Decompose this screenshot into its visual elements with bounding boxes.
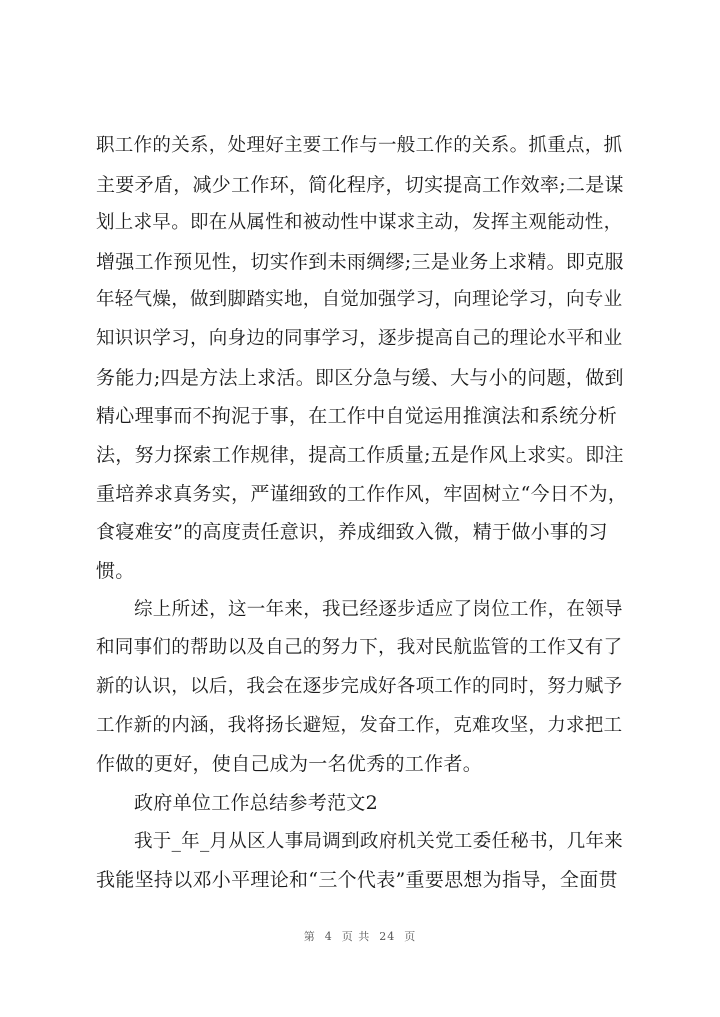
text-line-19: 我于_年_月从区人事局调到政府机关党工委任秘书，几年来: [134, 831, 624, 852]
text-line-3: 划上求早。即在从属性和被动性中谋求主动，发挥主观能动性，: [96, 212, 623, 233]
text-line-7: 务能力;四是方法上求活。即区分急与缓、大与小的问题，做到: [96, 367, 624, 389]
text-line-2: 主要矛盾，减少工作环，简化程序，切实提高工作效率;二是谋: [96, 174, 624, 196]
text-line-13: 综上所述，这一年来，我已经逐步适应了岗位工作，在领导: [134, 599, 623, 620]
text-line-1: 职工作的关系，处理好主要工作与一般工作的关系。抓重点，抓: [96, 135, 623, 156]
text-line-10: 重培养求真务实，严谨细致的工作作风，牢固树立“今日不为，: [96, 483, 628, 505]
text-line-4: 增强工作预见性，切实作到未雨绸缪;三是业务上求精。即克服: [96, 251, 624, 273]
text-line-11: 食寝难安”的高度责任意识，养成细致入微，精于做小事的习: [96, 521, 608, 543]
text-line-17: 作做的更好，使自己成为一名优秀的工作者。: [96, 753, 483, 775]
page-number-footer: 第 4 页 共 24 页: [303, 930, 417, 943]
text-line-9: 法，努力探索工作规律，提高工作质量;五是作风上求实。即注: [96, 444, 624, 466]
text-line-5: 年轻气燥，做到脚踏实地，自觉加强学习，向理论学习，向专业: [96, 289, 623, 310]
text-line-12: 惯。: [96, 560, 135, 582]
text-line-16: 工作新的内涵，我将扬长避短，发奋工作，克难攻坚，力求把工: [96, 715, 623, 736]
text-line-8: 精心理事而不拘泥于事，在工作中自觉运用推演法和系统分析: [96, 405, 618, 427]
text-line-20: 我能坚持以邓小平理论和“三个代表”重要思想为指导，全面贯: [96, 869, 618, 891]
text-line-15: 新的认识，以后，我会在逐步完成好各项工作的同时，努力赋予: [96, 676, 623, 697]
text-line-14: 和同事们的帮助以及自己的努力下，我对民航监管的工作又有了: [96, 637, 623, 658]
text-line-6: 知识识学习，向身边的同事学习，逐步提高自己的理论水平和业: [96, 328, 623, 349]
section-heading: 政府单位工作总结参考范文2: [134, 792, 378, 814]
